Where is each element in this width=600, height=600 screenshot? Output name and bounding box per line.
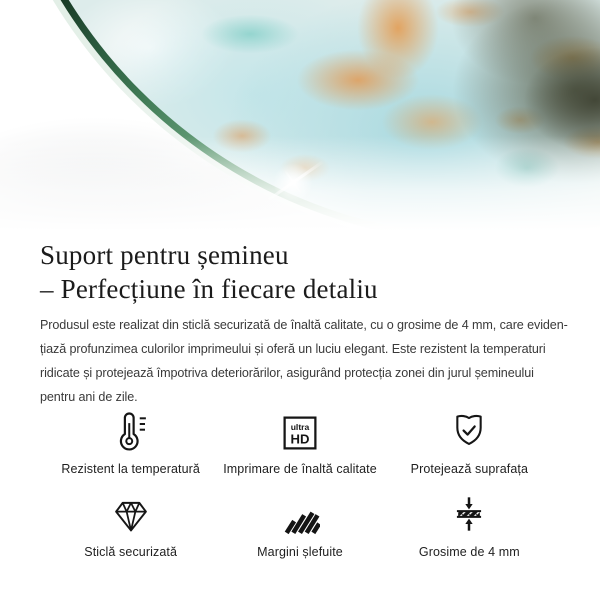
feature-print-quality (215, 410, 384, 476)
polished-edges-icon (280, 499, 320, 535)
product-description (40, 313, 568, 409)
thickness-icon (449, 493, 489, 535)
svg-text:ultra: ultra (290, 421, 310, 432)
feature-label: Sticlă securizată (84, 545, 178, 559)
description-line: pentru ani de zile. (40, 390, 138, 404)
page-title-line2: – Perfecțiune în fiecare detaliu (40, 274, 378, 304)
page-title (40, 238, 560, 306)
feature-temperature-resistant (46, 410, 215, 476)
hero-fade-overlay (0, 136, 600, 236)
diamond-icon (110, 497, 152, 535)
feature-polished-edges (215, 493, 384, 559)
features-grid (40, 410, 560, 559)
feature-label: Protejează suprafața (410, 462, 528, 476)
feature-label: Rezistent la temperatură (61, 462, 200, 476)
description-line: ridicate și protejează împotriva deteriorărilor, asigurând protecția zonei din jurul șemineului (40, 366, 534, 380)
feature-tempered-glass (46, 493, 215, 559)
feature-thickness (385, 493, 554, 559)
page-title-line1: Suport pentru șemineu (40, 240, 289, 270)
shield-check-icon (449, 410, 489, 452)
description-line: Produsul este realizat din sticlă securizată de înaltă calitate, cu o grosime de 4 mm, care eviden- (40, 318, 568, 332)
feature-label: Imprimare de înaltă calitate (223, 462, 377, 476)
svg-text:HD: HD (290, 431, 310, 447)
feature-label: Margini șlefuite (257, 545, 343, 559)
hero-section (0, 0, 600, 236)
product-info-section (0, 236, 600, 559)
description-line: țiază profunzimea culorilor imprimeului și oferă un luciu elegant. Este rezistent la temperaturi (40, 342, 546, 356)
thermometer-icon (111, 410, 151, 452)
feature-label: Grosime de 4 mm (418, 545, 520, 559)
feature-protects-surface (385, 410, 554, 476)
ultra-hd-icon (278, 414, 322, 452)
